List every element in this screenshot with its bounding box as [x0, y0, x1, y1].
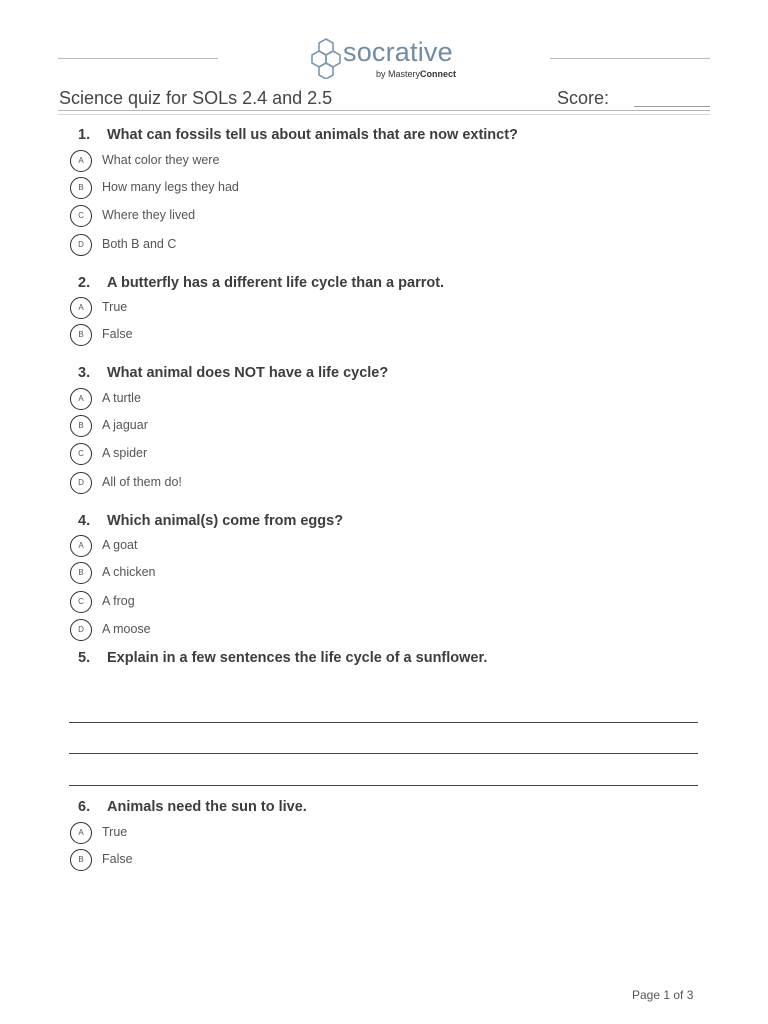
answer-text: A chicken [102, 565, 156, 579]
header-divider-left [58, 58, 218, 59]
question-4 [78, 513, 343, 529]
answer-writing-line[interactable] [69, 785, 698, 786]
answer-bubble[interactable]: D [70, 619, 92, 641]
answer-bubble[interactable]: C [70, 443, 92, 465]
question-text: What animal does NOT have a life cycle? [107, 365, 389, 381]
header-underline [58, 110, 710, 111]
score-label: Score: [557, 88, 610, 108]
question-1 [78, 127, 518, 143]
hexagon-cluster-icon [309, 37, 343, 79]
question-text: A butterfly has a different life cycle than a parrot. [107, 275, 445, 291]
answer-text: False [102, 852, 133, 866]
question-text: Explain in a few sentences the life cycle of a sunflower. [107, 650, 488, 666]
answer-writing-line[interactable] [69, 722, 698, 723]
question-5 [78, 650, 487, 666]
answer-text: True [102, 825, 128, 839]
logo-wordmark: socrative [343, 37, 453, 67]
question-number: 3. [78, 365, 91, 381]
answer-bubble[interactable]: B [70, 177, 92, 199]
header-divider-right [550, 58, 710, 59]
question-3 [78, 365, 388, 381]
question-text: Animals need the sun to live. [107, 799, 307, 815]
question-text: What can fossils tell us about animals that are now extinct? [107, 127, 518, 143]
answer-text: A spider [102, 446, 148, 460]
question-text: Which animal(s) come from eggs? [107, 513, 344, 529]
answer-text: How many legs they had [102, 180, 239, 194]
quiz-title: Science quiz for SOLs 2.4 and 2.5 [59, 88, 333, 108]
question-6 [78, 799, 307, 815]
logo-byline: by MasteryConnect [376, 69, 457, 79]
answer-bubble[interactable]: D [70, 234, 92, 256]
answer-bubble[interactable]: B [70, 415, 92, 437]
answer-bubble[interactable]: B [70, 562, 92, 584]
answer-text: False [102, 327, 133, 341]
question-number: 4. [78, 513, 91, 529]
answer-text: A frog [102, 594, 135, 608]
answer-bubble[interactable]: A [70, 297, 92, 319]
answer-text: A goat [102, 538, 138, 552]
answer-bubble[interactable]: A [70, 388, 92, 410]
question-2 [78, 275, 444, 291]
answer-bubble[interactable]: C [70, 591, 92, 613]
answer-bubble[interactable]: B [70, 324, 92, 346]
answer-text: A jaguar [102, 418, 148, 432]
header-underline-light [58, 114, 710, 115]
question-number: 5. [78, 650, 91, 666]
answer-bubble[interactable]: B [70, 849, 92, 871]
answer-bubble[interactable]: D [70, 472, 92, 494]
page-number: Page 1 of 3 [632, 988, 694, 1002]
answer-bubble[interactable]: A [70, 150, 92, 172]
question-number: 2. [78, 275, 91, 291]
answer-text: What color they were [102, 153, 220, 167]
socrative-logo [309, 37, 469, 81]
answer-text: Both B and C [102, 237, 177, 251]
answer-text: A moose [102, 622, 151, 636]
answer-bubble[interactable]: C [70, 205, 92, 227]
question-number: 1. [78, 127, 91, 143]
answer-text: Where they lived [102, 208, 196, 222]
answer-text: True [102, 300, 128, 314]
answer-bubble[interactable]: A [70, 535, 92, 557]
question-number: 6. [78, 799, 91, 815]
answer-bubble[interactable]: A [70, 822, 92, 844]
answer-writing-line[interactable] [69, 753, 698, 754]
answer-text: All of them do! [102, 475, 182, 489]
score-blank-line [634, 106, 710, 107]
answer-text: A turtle [102, 391, 141, 405]
